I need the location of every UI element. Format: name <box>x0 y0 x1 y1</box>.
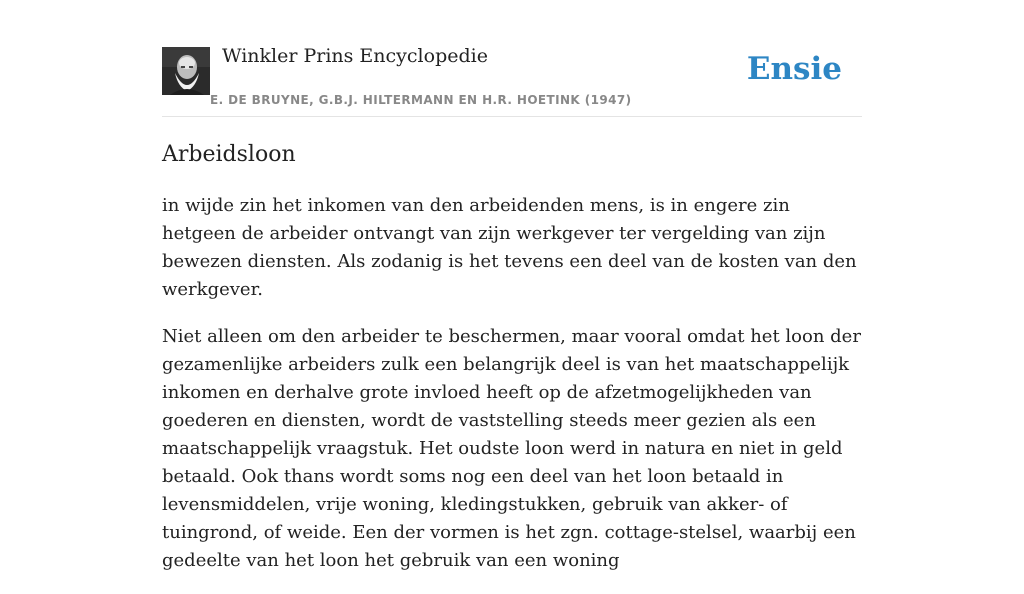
article-paragraph: in wijde zin het inkomen van den arbeidenden mens, is in engere zin hetgeen de arbeider ontvangt van zijn werkgever ter vergelding van zijn bewezen diensten. Als zodanig is het tevens een deel van de kosten van den werkgever. <box>162 195 857 300</box>
article-title: Arbeidsloon <box>162 142 296 167</box>
source-header <box>162 0 862 117</box>
content-column <box>162 0 862 594</box>
author-portrait-icon <box>162 47 210 95</box>
source-authors: E. DE BRUYNE, G.B.J. HILTERMANN EN H.R. HOETINK (1947) <box>210 93 632 107</box>
source-title[interactable]: Winkler Prins Encyclopedie <box>222 45 488 67</box>
ensie-logo[interactable]: Ensie <box>746 51 842 87</box>
author-avatar[interactable] <box>162 47 210 95</box>
article-paragraph: Niet alleen om den arbeider te beschermen, maar vooral omdat het loon der gezamenlijke arbeiders zulk een belangrijk deel is van het maatschappelijk inkomen en derhalve grote invloed heeft op de afzetmogelijkheden van goederen en diensten, wordt de vaststelling steeds meer gezien als een maatschappelijk vraagstuk. Het oudste loon werd in natura en niet in geld betaald. Ook thans wordt soms nog een deel van het loon betaald in levensmiddelen, vrije woning, kledingstukken, gebruik van akker- of tuingrond, of weide. Een der vormen is het zgn. cottage-stelsel, waarbij een gedeelte van het loon het gebruik van een woning <box>162 326 861 571</box>
article-body <box>162 192 862 575</box>
